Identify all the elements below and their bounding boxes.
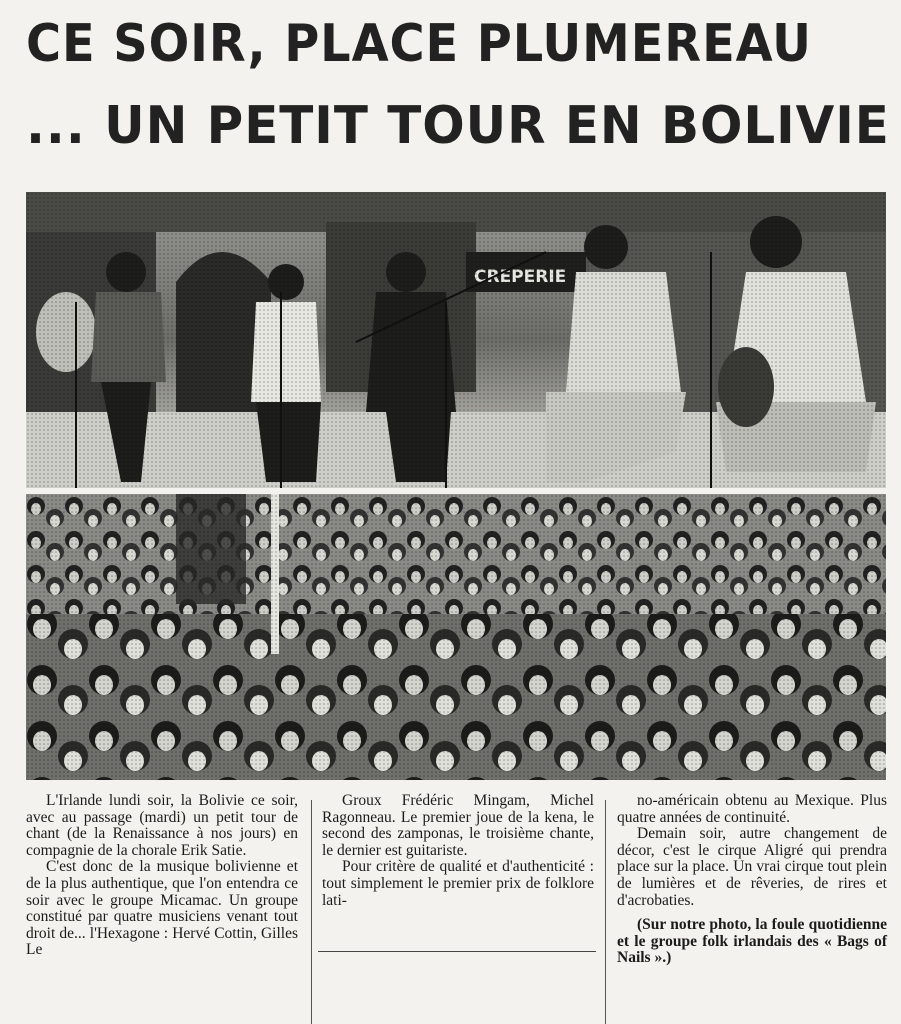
article-paragraph: Demain soir, autre changement de décor, c'est le cirque Aligré qui prendra place sur la place. Un vrai cirque tout plein de lumières et de rêveries, de rires et d'acrobaties. [617,825,887,909]
article-paragraph: Groux Frédéric Mingam, Michel Ragonneau. Le premier joue de la kena, le second des zamponas, le troisième chante, le dernier est guitariste. [322,792,594,859]
article-column-2 [322,793,594,909]
column-divider [605,800,606,1024]
stage-photo [26,192,886,488]
crowd-photo-image [26,494,886,780]
article-paragraph: C'est donc de la musique bolivienne et de la plus authentique, que l'on entendra ce soir avec le groupe Micamac. Un groupe constitué par quatre musiciens venant tout droit de... l'Hexagone : Hervé Cottin, Gilles Le [26,858,298,959]
photo-caption: (Sur notre photo, la foule quotidienne et le groupe folk irlandais des « Bags of Nails ».) [617,916,887,967]
column-divider [311,800,312,1024]
stage-photo-image [26,192,886,488]
headline-line-1: CE SOIR, PLACE PLUMEREAU [26,14,812,74]
article-column-3 [617,793,887,967]
article-paragraph: Pour critère de qualité et d'authenticité : tout simplement le premier prix de folklore lati- [322,858,594,909]
crowd-photo [26,494,886,780]
article-paragraph: no-américain obtenu au Mexique. Plus quatre années de continuité. [617,792,887,826]
headline-line-2: ... UN PETIT TOUR EN BOLIVIE [26,96,890,156]
article-paragraph: L'Irlande lundi soir, la Bolivie ce soir, avec au passage (mardi) un petit tour de chant (de la Renaissance à nos jours) en compagnie de la chorale Erik Satie. [26,792,298,859]
article-column-1 [26,793,298,959]
column-rule [318,951,596,952]
